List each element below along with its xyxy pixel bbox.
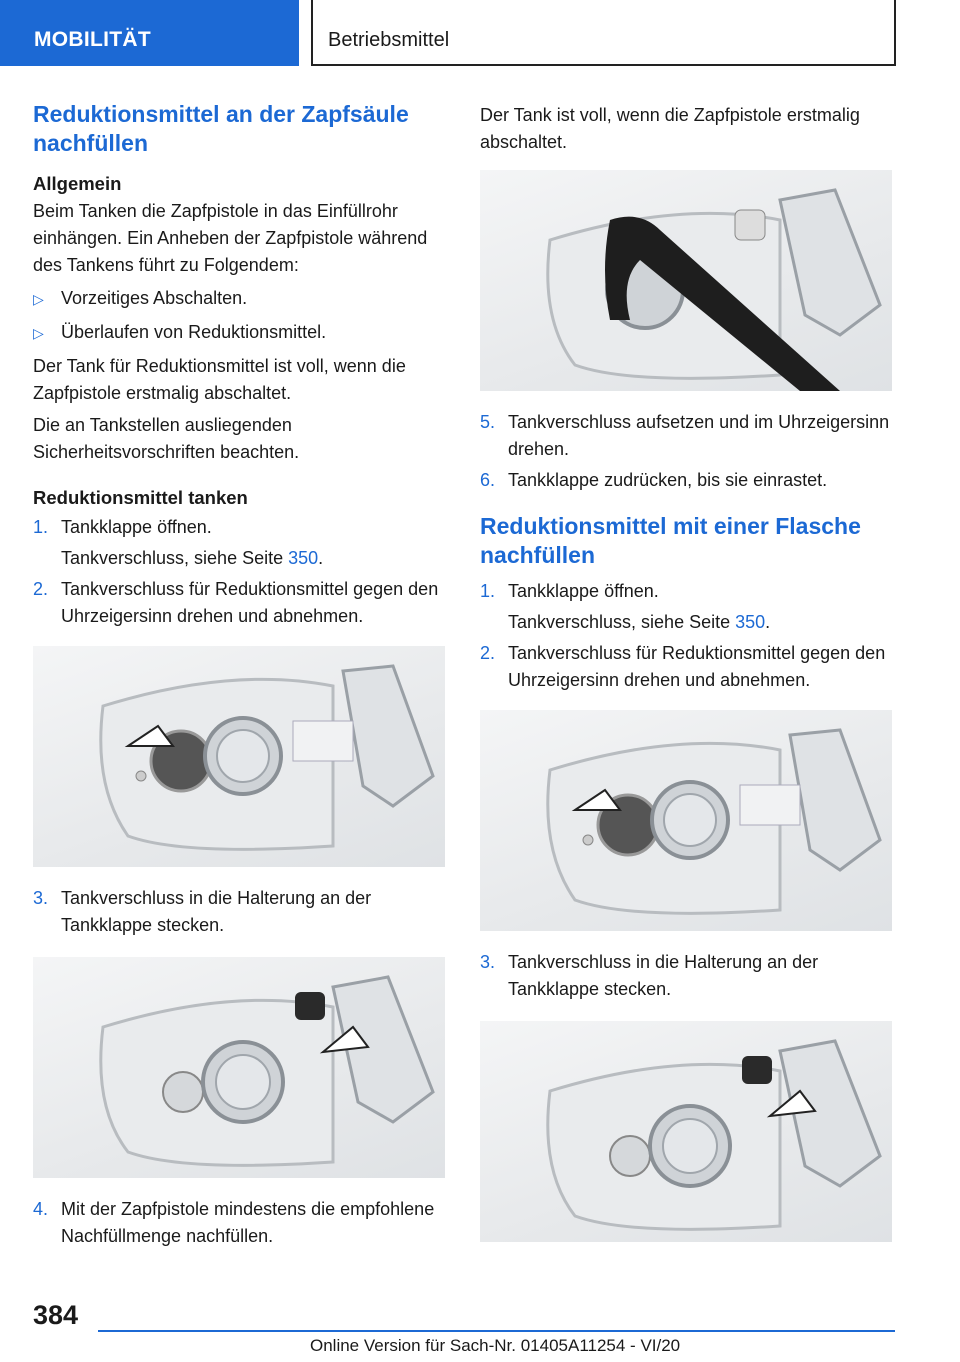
tank-full-text: Der Tank ist voll, wenn die Zapfpistole erstmalig abschaltet.	[480, 105, 860, 152]
cap-holder-image	[33, 957, 445, 1178]
step-2	[480, 640, 892, 694]
step-number: 2.	[480, 643, 496, 663]
step-number: 3.	[480, 952, 496, 972]
cap-holder-image	[480, 1021, 892, 1242]
page-link[interactable]: 350	[288, 548, 319, 568]
step-1	[33, 514, 445, 541]
step-1	[480, 578, 892, 605]
section-tab	[0, 0, 299, 66]
bullet-item	[33, 319, 445, 347]
step-text: Tankverschluss aufsetzen und im Uhrzeigersinn drehen.	[508, 412, 890, 459]
step-1-reference: Tankverschluss, siehe Seite 350.	[61, 548, 324, 568]
step-6	[480, 467, 892, 494]
tanken-heading: Reduktionsmittel tanken	[33, 487, 248, 508]
step-text: Tankverschluss in die Halterung an der Tankklappe stecken.	[508, 952, 819, 999]
nozzle-filling-image	[480, 170, 892, 391]
footer-online-version: Online Version für Sach-Nr. 01405A11254 - VI/20	[310, 1336, 681, 1355]
bullet-text: Vorzeitiges Abschalten.	[61, 288, 248, 308]
step-text: Tankklappe öffnen.	[61, 517, 212, 537]
section-label: MOBILITÄT	[34, 28, 152, 51]
step-1-reference: Tankverschluss, siehe Seite 350.	[508, 612, 771, 632]
step-number: 3.	[33, 888, 49, 908]
step-text: Tankverschluss für Reduktionsmittel gegen den Uhrzeigersinn drehen und abnehmen.	[508, 643, 886, 690]
section-title: Reduktionsmittel an der Zapfsäule nachfüllen	[33, 101, 409, 156]
page-link[interactable]: 350	[735, 612, 766, 632]
safety-text: Die an Tankstellen ausliegenden Sicherheitsvorschriften beachten.	[33, 415, 300, 462]
bullet-text: Überlaufen von Reduktionsmittel.	[61, 322, 327, 342]
step-number: 1.	[33, 517, 49, 537]
step-number: 1.	[480, 581, 496, 601]
step-number: 2.	[33, 579, 49, 599]
triangle-bullet-icon: ▷	[33, 291, 44, 307]
allgemein-text: Beim Tanken die Zapfpistole in das Einfüllrohr einhängen. Ein Anheben der Zapfpistole während des Tankens führt zu Folgendem:	[33, 201, 428, 275]
step-2	[33, 576, 445, 630]
left-column	[33, 100, 445, 1254]
step-number: 6.	[480, 470, 496, 490]
allgemein-heading: Allgemein	[33, 173, 122, 194]
triangle-bullet-icon: ▷	[33, 325, 44, 341]
step-number: 5.	[480, 412, 496, 432]
step-text: Tankverschluss für Reduktionsmittel gegen den Uhrzeigersinn drehen und abnehmen.	[61, 579, 439, 626]
step-text: Tankverschluss in die Halterung an der Tankklappe stecken.	[61, 888, 372, 935]
step-text: Tankklappe öffnen.	[508, 581, 659, 601]
step-3	[480, 949, 892, 1003]
step-text: Tankklappe zudrücken, bis sie einrastet.	[508, 470, 828, 490]
page-number: 384	[33, 1300, 79, 1330]
step-3	[33, 885, 445, 939]
chapter-label: Betriebsmittel	[328, 29, 450, 51]
step-4	[33, 1196, 445, 1250]
step-5	[480, 409, 892, 463]
right-column	[480, 102, 892, 1260]
bullet-item	[33, 285, 445, 313]
fuel-door-cap-removal-image	[480, 710, 892, 931]
fuel-door-cap-removal-image	[33, 646, 445, 867]
chapter-tab	[311, 0, 896, 66]
tank-full-text: Der Tank für Reduktionsmittel ist voll, wenn die Zapfpistole erstmalig abschaltet.	[33, 356, 406, 403]
section-title-bottle: Reduktionsmittel mit einer Flasche nachfüllen	[480, 513, 861, 568]
step-number: 4.	[33, 1199, 49, 1219]
step-text: Mit der Zapfpistole mindestens die empfohlene Nachfüllmenge nachfüllen.	[61, 1199, 435, 1246]
footer-divider	[98, 1330, 895, 1332]
